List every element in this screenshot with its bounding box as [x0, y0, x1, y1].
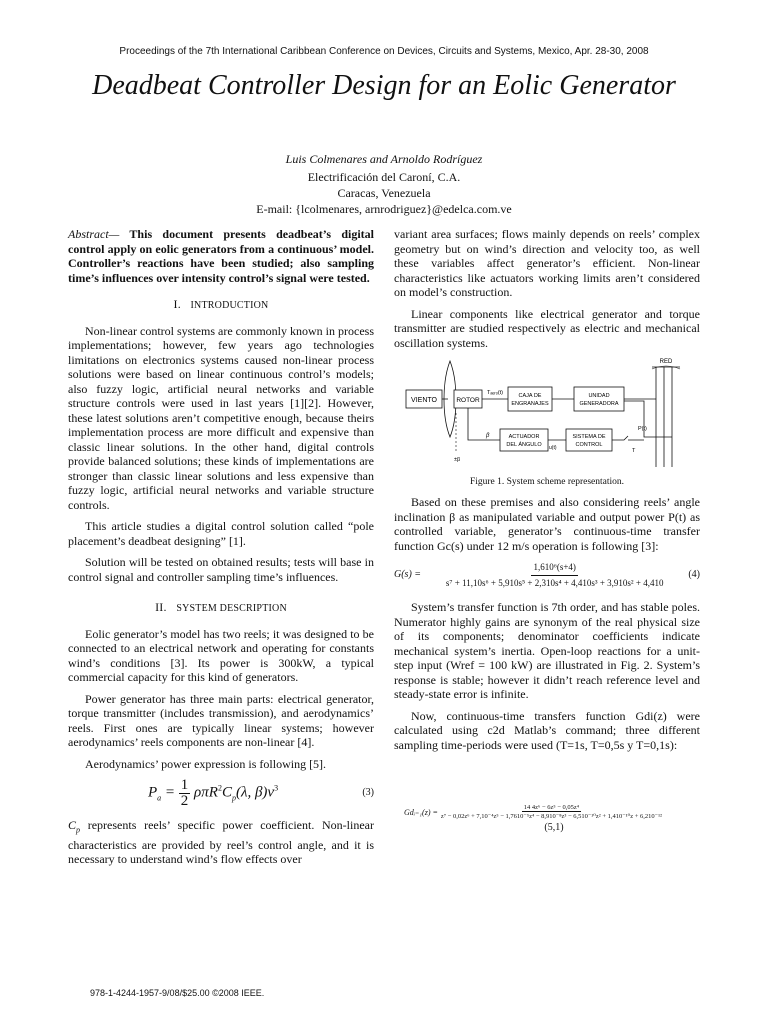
eq4-fraction [446, 560, 664, 590]
box-caja [508, 387, 552, 411]
right-paragraph-3: Based on these premises and also considering reels’ angle inclination β as manipulated variable and output power P(t) as controlled variable, generator’s continuous-time transfer function Gc(s) under 12 m/s operation is following [3]: [394, 495, 700, 553]
system-diagram [394, 357, 700, 469]
eq5-numerator: 14 4z⁶ − 6z⁵ − 0,05z⁴ [523, 804, 580, 811]
diagram-label-red: RED [659, 359, 673, 365]
intro-paragraph-3: Solution will be tested on obtained results; tests will base in control signal and controller sampling time’s influences. [68, 555, 374, 584]
section-number: II. [155, 600, 167, 614]
eq3-denominator: 2 [180, 792, 189, 809]
eq3-subscript: a [157, 793, 162, 803]
proceedings-header: Proceedings of the 7th International Caribbean Conference on Devices, Circuits and Systems, Mexico, Apr. 28-30, 2008 [119, 46, 649, 57]
intro-paragraph-2: This article studies a digital control solution called “pole placement’s deadbeat designing” [1]. [68, 519, 374, 548]
abstract [68, 227, 374, 285]
label-t: T [632, 448, 636, 454]
eq3-rhs: ρπR [194, 784, 218, 801]
right-paragraph-1: variant area surfaces; flows mainly depends on reels’ complex geometry but on wind’s direction and velocity too, as well these variables affect generator’s efficient. Non-linear characteristics like actuators working limits aren’t considered on model’s construction. [394, 227, 700, 299]
abstract-text: This document presents deadbeat’s digital control apply on eolic generators from a continuous’ model. Controller’s reactions have been studied; also sampling time’s influences over intensity control’s signal were tested. [68, 227, 374, 285]
switch-t [612, 436, 644, 440]
footer-isbn: 978-1-4244-1957-9/08/$25.00 ©2008 IEEE. [90, 988, 265, 998]
eq5-lhs: Gdᵢ₌₁(z) = [404, 807, 438, 817]
eq4-label: (4) [688, 568, 700, 580]
label-sistema-2: CONTROL [575, 442, 603, 448]
label-rotor: ROTOR [456, 397, 480, 404]
author-email: E-mail: {lcolmenares, arnrodriguez}@edelca.com.ve [256, 202, 512, 216]
label-actuador-1: ACTUADOR [508, 434, 540, 440]
line-beta [468, 408, 500, 440]
equation-4 [394, 560, 700, 590]
affiliation-city: Caracas, Venezuela [337, 186, 431, 200]
equation-3 [68, 778, 374, 808]
abstract-label: Abstract— [68, 227, 120, 241]
label-taero: Tₐₑᵣₒ(t) [486, 390, 504, 396]
eq3-numerator: 1 [180, 777, 189, 793]
label-ut: u(t) [549, 445, 557, 451]
section-title: INTRODUCTION [190, 300, 269, 311]
label-unidad-1: UNIDAD [588, 393, 610, 399]
right-paragraph-4: System’s transfer function is 7th order, and has stable poles. Numerator highly gains are synonym of the real physical size of its components; denominator coefficients indicate mechanical system’s inertia. Open-loop reactions for a unit-step input (Wref = 100 kW) are illustrated in Fig. 2. System’s response is stable; however it didn’t reach reference level and steady-state error is infinite. [394, 600, 700, 701]
section-number: I. [173, 297, 181, 311]
right-column [394, 227, 700, 759]
eq3-args: (λ, β)v [235, 784, 275, 801]
system-paragraph-2: Power generator has three main parts: electrical generator, torque transmitter (includes transmission), and aerodynamics’ reels. First ones are typically linear systems; however aerodynamics’ reels components are non-linear [4]. [68, 691, 374, 749]
eq4-numerator: 1,610⁶(s+4) [531, 560, 577, 576]
label-actuador-2: DEL ÁNGULO [506, 442, 542, 448]
box-unidad [574, 387, 624, 411]
paper-title: Deadbeat Controller Design for an Eolic Generator [92, 70, 676, 101]
right-paragraph-2: Linear components like electrical generator and torque transmitter are studied respectively as electric and mechanical oscillation systems. [394, 306, 700, 350]
left-column [68, 227, 374, 874]
label-beta: β [486, 433, 490, 439]
cp-text: represents reels’ specific power coefficient. Non-linear characteristics are provided by reel’s control angle, and it is necessary to understand wind’s flow effects over [68, 818, 374, 867]
label-caja-2: ENGRANAJES [511, 401, 549, 407]
label-unidad-2: GENERADORA [579, 401, 619, 407]
label-sistema-1: SISTEMA DE [572, 434, 606, 440]
figure-1-caption: Figure 1. System scheme representation. [469, 476, 625, 487]
cp-paragraph: $C_p$ represents reels’ specific power coefficient. Non-linear characteristics are provided by reel’s control angle, and it is necessary to understand wind’s flow effects over [68, 818, 374, 867]
cp-symbol: C [68, 818, 77, 832]
eq3-symbol: P [148, 784, 158, 801]
grid-lines [652, 367, 680, 467]
intro-paragraph-1: Non-linear control systems are commonly known in process implementations; however, few years ago technologies limitations on electronics systems caused non-linear process solutions were based on linear continuous control’s models; also fuzzy logic, artificial neural networks and variable structure controls were used in last years [1][2]. However, these latest solutions aren’t competitive enough, because theirs implementation process are more difficult and expensive than classic linear solutions. In the other hand, digital controls provide balanced solutions; these kinds of implementations are stronger than classic linear solutions and less expensive than fuzzy logic, artificial neural networks and variable structure controls. [68, 323, 374, 512]
paper-authors: Luis Colmenares and Arnoldo Rodríguez [285, 152, 483, 166]
system-paragraph-3: Aerodynamics’ power expression is following [5]. [85, 756, 327, 771]
equation-3-body: $P_a$ = $\frac{1}{2}$ $\rho\pi R^2C_p(\lambda$, $\beta)v^3$ [148, 777, 279, 809]
eq4-denominator: s⁷ + 11,10s⁶ + 5,910s⁵ + 2,310s⁴ + 4,410s³ + 3,910s² + 4,410 [445, 577, 664, 588]
line-pt [624, 401, 672, 437]
label-rotor-beta: ±β [454, 457, 461, 463]
affiliation-company: Electrificación del Caroní, C.A. [307, 170, 461, 184]
label-caja-1: CAJA DE [518, 393, 542, 399]
label-viento: VIENTO [411, 397, 437, 404]
eq5-fraction [441, 804, 662, 820]
eq3-fraction [179, 778, 191, 808]
equation-3-label: (3) [362, 786, 374, 798]
eq4-lhs: G(s) = [394, 568, 422, 580]
system-paragraph-1: Eolic generator’s model has two reels; it was designed to be connected to an electrical network and operating for constants wind’s conditions [3]. Its power is 300kW, a typical commercial capacity for this kind of generators. [68, 626, 374, 684]
equation-5-1 [404, 804, 704, 833]
eq5-label: (5,1) [544, 822, 564, 833]
section-heading-system [68, 600, 374, 617]
figure-1 [394, 357, 700, 489]
label-pt: P(t) [638, 426, 647, 432]
eq3-cp: C [221, 784, 232, 801]
eq5-denominator: z⁷ − 0,02z⁶ + 7,10⁻⁴z⁵ − 1,7610⁻⁵z⁴ − 8,910⁻⁸z³ − 6,510⁻¹⁰z² + 1,410⁻¹⁰z + 6,210⁻¹² [440, 813, 662, 820]
section-heading-introduction [68, 297, 374, 314]
right-paragraph-5: Now, continuous-time transfers function Gdi(z) were calculated using c2d Matlab’s command; three different sampling time-periods were used (T=1s, T=0,5s y T=0,1s): [394, 708, 700, 752]
section-title: SYSTEM DESCRIPTION [176, 603, 287, 614]
